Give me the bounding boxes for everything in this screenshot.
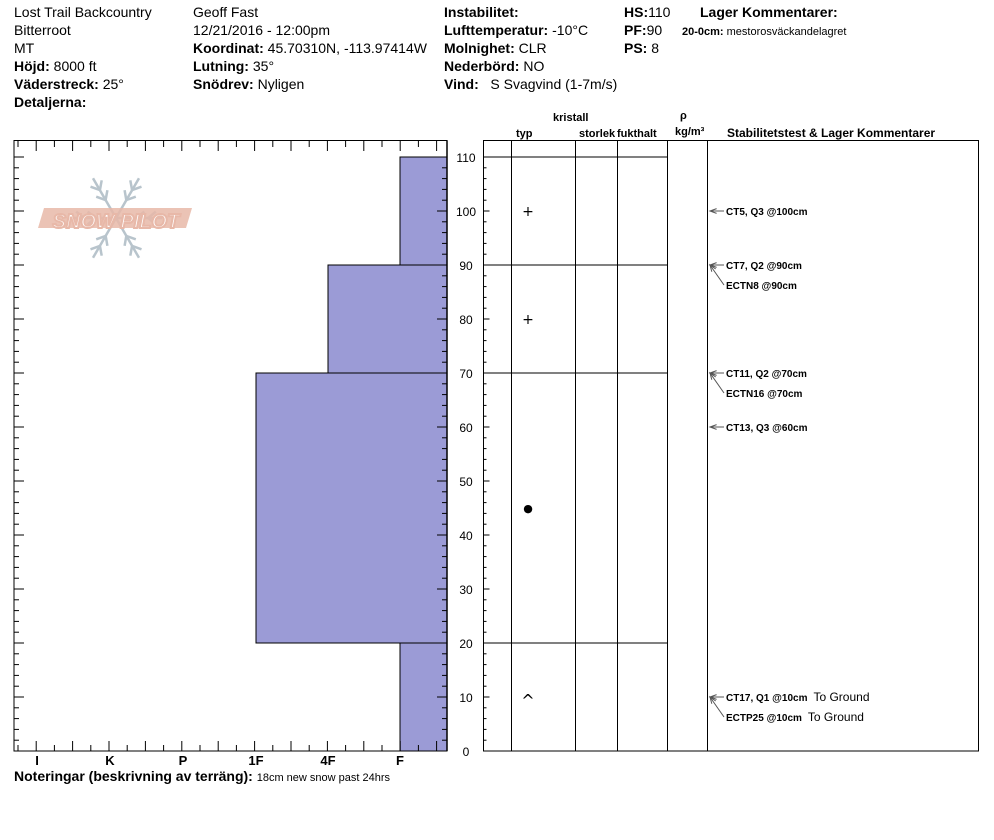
details-label: Detaljerna: xyxy=(14,94,87,110)
stability-test-note: To Ground xyxy=(813,690,870,704)
depth-tick-label: 10 xyxy=(459,691,473,705)
location: Lost Trail Backcountry xyxy=(14,4,152,20)
hardness-layer-bar xyxy=(328,265,447,373)
hardness-label: 4F xyxy=(320,753,336,768)
snowflake-branch xyxy=(100,246,102,256)
profile-table-frame xyxy=(484,141,979,752)
depth-tick-label: 110 xyxy=(456,151,476,165)
hardness-label: 1F xyxy=(248,753,264,768)
wind-value: S Svagvind (1-7m/s) xyxy=(490,76,618,92)
grain-type-symbol: ● xyxy=(523,502,533,515)
snowflake-branch xyxy=(130,246,132,256)
snowflake-branch xyxy=(106,190,108,200)
snowflake-branch xyxy=(130,180,132,190)
stability-arrow-line xyxy=(710,697,724,717)
stability-test-label: ECTP25 @10cm To Ground xyxy=(726,710,864,724)
layer-comment-text: mestorosväckandelagret xyxy=(726,26,847,38)
precip-value: NO xyxy=(523,58,545,74)
aspect-value: 25° xyxy=(102,76,124,92)
stability-test-label: CT13, Q3 @60cm xyxy=(726,423,808,434)
stability-test-label: CT5, Q3 @100cm xyxy=(726,207,808,218)
column-density-unit: kg/m³ xyxy=(675,126,705,138)
hardness-label: P xyxy=(178,753,188,768)
hardness-layer-bar xyxy=(256,373,447,643)
grain-type-symbol: + xyxy=(522,204,534,220)
elevation-label: Höjd: xyxy=(14,58,50,74)
drift-label: Snödrev: xyxy=(193,76,254,92)
stability-test-label: ECTN16 @70cm xyxy=(726,389,803,400)
ps-label: PS: xyxy=(624,40,648,56)
hs-label: HS: xyxy=(624,4,649,20)
grain-type-symbol: + xyxy=(522,312,534,328)
slope-value: 35° xyxy=(252,58,275,74)
notes-text: 18cm new snow past 24hrs xyxy=(256,772,391,784)
depth-tick-label: 60 xyxy=(459,421,473,435)
observer: Geoff Fast xyxy=(193,4,259,20)
drift-value: Nyligen xyxy=(257,76,305,92)
column-type: typ xyxy=(516,128,533,140)
snowflake-branch xyxy=(125,190,127,200)
column-stability: Stabilitetstest & Lager Kommentarer xyxy=(727,126,936,140)
stability-test-label: CT17, Q1 @10cm To Ground xyxy=(726,690,870,704)
depth-tick-label: 30 xyxy=(459,583,473,597)
stability-test-label: CT11, Q2 @70cm xyxy=(726,369,807,380)
layer-comments-label: Lager Kommentarer: xyxy=(700,4,838,20)
aspect-label: Väderstreck: xyxy=(14,76,99,92)
coordinate-value: 45.70310N, -113.97414W xyxy=(267,40,427,56)
layer-comment-depth: 20-0cm: xyxy=(682,26,724,38)
column-rho: ρ xyxy=(680,110,687,122)
instability-label: Instabilitet: xyxy=(444,4,519,20)
depth-tick-label: 20 xyxy=(459,637,473,651)
coordinate-label: Koordinat: xyxy=(193,40,264,56)
air-temp-label: Lufttemperatur: xyxy=(444,22,549,38)
snowflake-branch xyxy=(106,236,108,246)
ps-value: 8 xyxy=(651,40,660,56)
depth-tick-label: 50 xyxy=(459,475,473,489)
stability-test-label: CT7, Q2 @90cm xyxy=(726,261,802,272)
stability-arrow-line xyxy=(710,265,724,285)
air-temp-value: -10°C xyxy=(552,22,589,38)
depth-tick-label: 80 xyxy=(459,313,473,327)
depth-tick-label: 0 xyxy=(462,745,470,759)
hs-value: 110 xyxy=(648,4,671,20)
grain-type-symbol: ^ xyxy=(521,691,535,710)
column-moisture: fukthalt xyxy=(617,128,657,140)
logo-text: SNOW PILOT xyxy=(52,211,180,233)
state: MT xyxy=(14,40,35,56)
depth-tick-label: 100 xyxy=(455,205,477,219)
hardness-label: F xyxy=(396,753,404,768)
snowflake-branch xyxy=(125,236,127,246)
elevation-value: 8000 ft xyxy=(53,58,97,74)
stability-test-label: ECTN8 @90cm xyxy=(726,281,797,292)
range: Bitterroot xyxy=(14,22,71,38)
stability-arrow-line xyxy=(710,373,724,393)
column-size: storlek xyxy=(579,128,616,140)
pf-label: PF: xyxy=(624,22,647,38)
sky-label: Molnighet: xyxy=(444,40,515,56)
precip-label: Nederbörd: xyxy=(444,58,520,74)
depth-tick-label: 40 xyxy=(459,529,473,543)
depth-tick-label: 70 xyxy=(459,367,473,381)
hardness-label: I xyxy=(35,753,39,768)
hardness-label: K xyxy=(105,753,115,768)
column-crystal: kristall xyxy=(553,112,589,124)
slope-label: Lutning: xyxy=(193,58,249,74)
notes-row xyxy=(14,768,390,786)
snowflake-branch xyxy=(100,180,102,190)
notes-label: Noteringar (beskrivning av terräng): xyxy=(14,768,253,784)
depth-tick-label: 90 xyxy=(459,259,473,273)
sky-value: CLR xyxy=(518,40,547,56)
datetime: 12/21/2016 - 12:00pm xyxy=(193,22,330,38)
pf-value: 90 xyxy=(646,22,663,38)
snowpilot-logo xyxy=(38,178,192,258)
wind-label: Vind: xyxy=(444,76,479,92)
stability-test-note: To Ground xyxy=(807,710,864,724)
